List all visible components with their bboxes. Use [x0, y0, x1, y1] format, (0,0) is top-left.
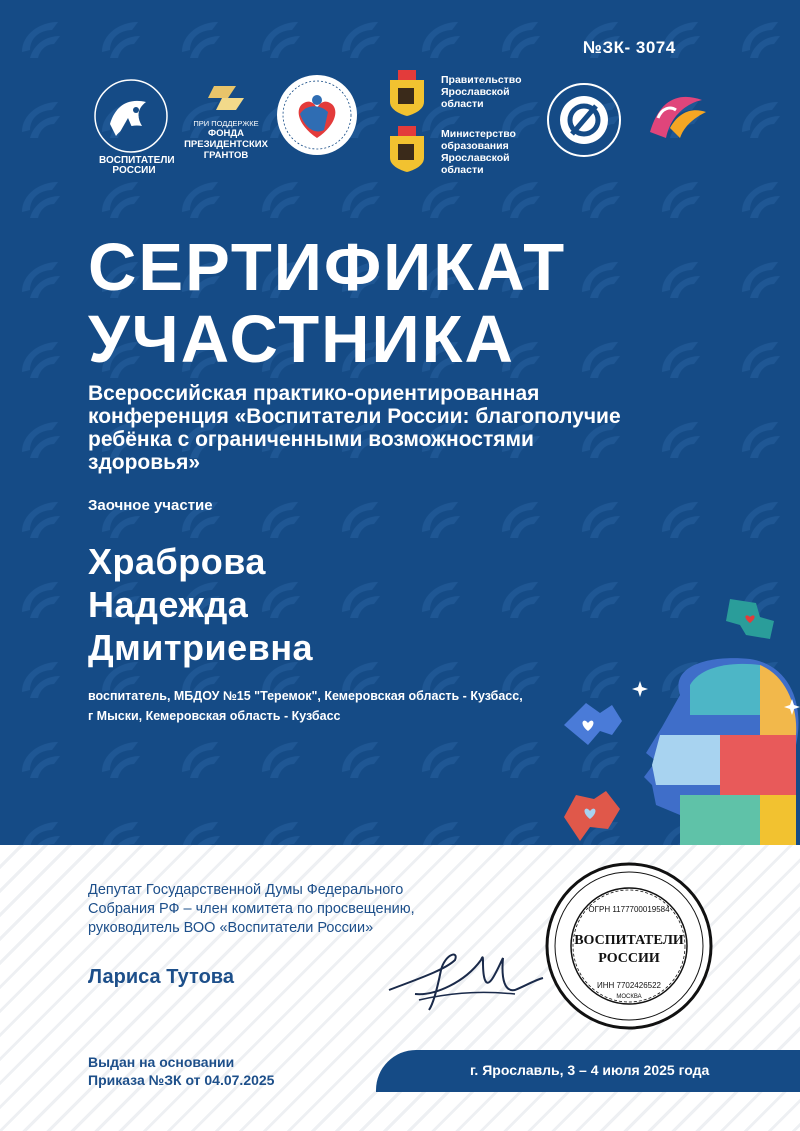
participant-surname: Храброва: [88, 541, 266, 582]
issued-line-1: Выдан на основании: [88, 1054, 235, 1070]
participation-mode: Заочное участие: [88, 497, 213, 514]
national-award-logo: [276, 74, 358, 156]
certificate-title: [88, 232, 566, 376]
place-and-date: г. Ярославль, 3 – 4 июля 2025 года: [470, 1062, 710, 1078]
position-line-2: г Мыски, Кемеровская область - Кузбасс: [88, 709, 341, 723]
fond-grants-icon: [206, 82, 246, 114]
ministry-text: Министерство образования Ярославской области: [441, 128, 516, 176]
yaroslavl-coat-of-arms-icon-2: [380, 126, 434, 174]
organization-stamp: [545, 862, 713, 1030]
certificate-number: №ЗК- 3074: [583, 38, 676, 57]
conference-name: Всероссийская практико-ориентированная конференция «Воспитатели России: благополучие ребёнка с ограниченными возможностями здоровья»: [88, 382, 621, 474]
gov-yaroslavl-text: Правительство Ярославской области: [441, 74, 522, 110]
signer-title: Депутат Государственной Думы Федерального Собрания РФ – член комитета по просвещению, руководитель ВОО «Воспитатели России»: [88, 882, 415, 936]
stamp-city: МОСКВА: [616, 994, 642, 1000]
stamp-ogrn: ОГРН 1177700019584: [588, 905, 670, 914]
fond-text-small: ПРИ ПОДДЕРЖКЕ: [193, 119, 259, 128]
participant-name: [88, 540, 313, 669]
stamp-inn: ИНН 7702426522: [596, 981, 662, 990]
title-line-2: УЧАСТНИКА: [88, 302, 515, 377]
participant-first-name: Надежда: [88, 584, 249, 625]
signature-image: [385, 920, 545, 1020]
issued-basis: [88, 1053, 274, 1089]
signer-name: Лариса Тутова: [88, 966, 234, 988]
position-line-1: воспитатель, МБДОУ №15 "Теремок", Кемеровская область - Кузбасс,: [88, 689, 523, 703]
issued-line-2: Приказа №ЗК от 04.07.2025: [88, 1072, 275, 1088]
logo-row: [0, 62, 800, 182]
stamp-text-1: ВОСПИТАТЕЛИ: [574, 933, 684, 948]
yaroslavl-coat-of-arms-icon: [380, 70, 434, 118]
luch-logo: [640, 88, 712, 146]
participant-position: [88, 686, 568, 726]
participant-patronymic: Дмитриевна: [88, 627, 314, 668]
vospitateli-logo-text: ВОСПИТАТЕЛИ РОССИИ: [99, 155, 175, 176]
fond-text: ФОНДА ПРЕЗИДЕНТСКИХ ГРАНТОВ: [184, 128, 268, 161]
stamp-text-2: РОССИИ: [598, 951, 660, 966]
title-line-1: СЕРТИФИКАТ: [88, 230, 567, 305]
institute-logo: [546, 82, 622, 158]
puzzle-head-illustration: [560, 595, 800, 845]
